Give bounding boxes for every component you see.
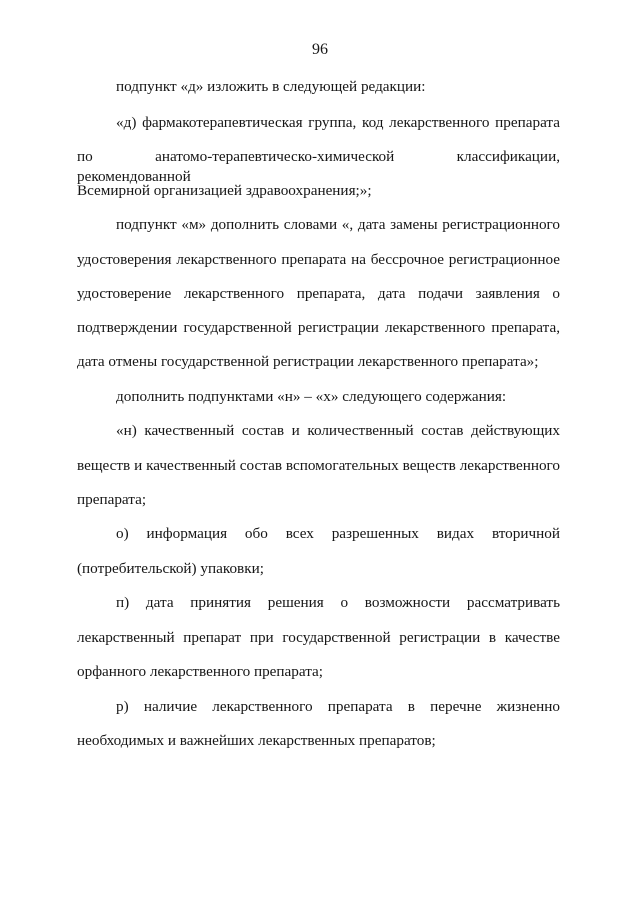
paragraph-line: (потребительской) упаковки; bbox=[77, 560, 264, 577]
paragraph-line: Всемирной организацией здравоохранения;»; bbox=[77, 182, 372, 199]
paragraph-line: подпункт «д» изложить в следующей редакции: bbox=[116, 78, 426, 95]
paragraph-line: дополнить подпунктами «н» – «х» следующего содержания: bbox=[116, 388, 507, 405]
paragraph-line: лекарственный препарат при государственной регистрации в качестве bbox=[77, 629, 560, 646]
paragraph-line: «д) фармакотерапевтическая группа, код лекарственного препарата bbox=[116, 114, 560, 131]
paragraph-line: о) информация обо всех разрешенных видах вторичной bbox=[116, 525, 560, 542]
paragraph-line: подпункт «м» дополнить словами «, дата замены регистрационного bbox=[116, 216, 560, 233]
page-number: 96 bbox=[312, 41, 328, 58]
paragraph-line: по анатомо-терапевтическо-химической классификации, рекомендованной bbox=[77, 148, 560, 185]
paragraph-line: удостоверения лекарственного препарата на бессрочное регистрационное bbox=[77, 251, 560, 268]
paragraph-line: веществ и качественный состав вспомогательных веществ лекарственного bbox=[77, 457, 560, 474]
paragraph-line: препарата; bbox=[77, 491, 147, 508]
paragraph-line: подтверждении государственной регистрации лекарственного препарата, bbox=[77, 319, 560, 336]
paragraph-line: необходимых и важнейших лекарственных препаратов; bbox=[77, 732, 436, 749]
paragraph-line: п) дата принятия решения о возможности рассматривать bbox=[116, 594, 560, 611]
paragraph-line: «н) качественный состав и количественный состав действующих bbox=[116, 422, 560, 439]
paragraph-line: орфанного лекарственного препарата; bbox=[77, 663, 324, 680]
paragraph-line: дата отмены государственной регистрации лекарственного препарата»; bbox=[77, 353, 539, 370]
paragraph-line: удостоверение лекарственного препарата, дата подачи заявления о bbox=[77, 285, 560, 302]
paragraph-line: р) наличие лекарственного препарата в перечне жизненно bbox=[116, 698, 560, 715]
